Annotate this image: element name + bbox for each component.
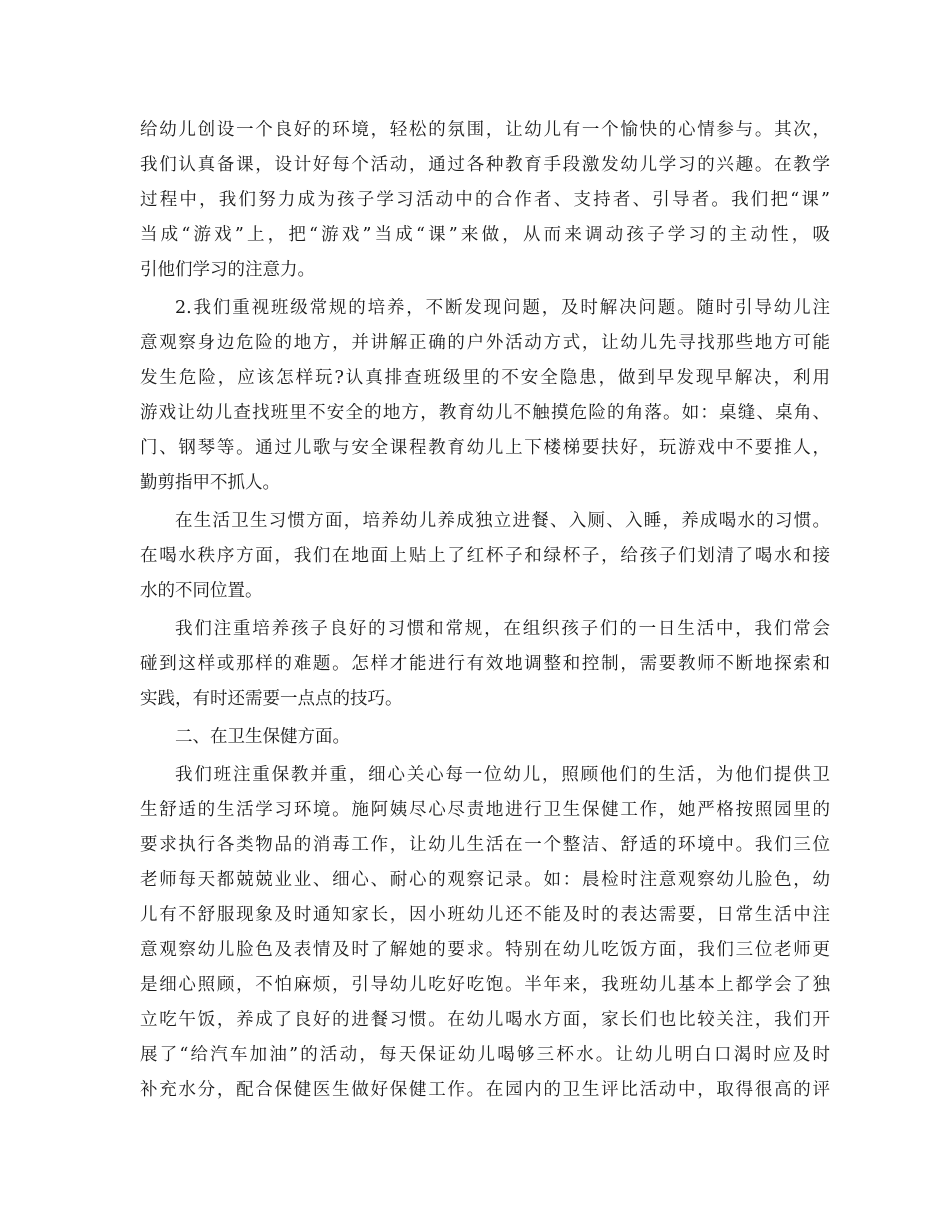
text-line: 当成“游戏”上，把“游戏”当成“课”来做，从而来调动孩子学习的主动性，吸 [140,225,830,245]
text-line: 展了“给汽车加油”的活动，每天保证幼儿喝够三杯水。让幼儿明白口渴时应及时 [140,1045,830,1065]
text-line: 碰到这样或那样的难题。怎样才能进行有效地调整和控制，需要教师不断地探索和 [140,654,830,674]
text-line: 补充水分，配合保健医生做好保健工作。在园内的卫生评比活动中，取得很高的评 [140,1080,830,1100]
text-line: 老师每天都兢兢业业、细心、耐心的观察记录。如：晨检时注意观察幼儿脸色，幼 [140,870,830,890]
text-line: 实践，有时还需要一点点的技巧。 [140,689,403,709]
text-line: 过程中，我们努力成为孩子学习活动中的合作者、支持者、引导者。我们把“课” [140,190,830,210]
text-line: 意观察身边危险的地方，并讲解正确的户外活动方式，让幼儿先寻找那些地方可能 [140,333,830,353]
text-line: 水的不同位置。 [140,581,263,601]
text-line: 门、钢琴等。通过儿歌与安全课程教育幼儿上下楼梯要扶好，玩游戏中不要推人， [140,438,830,458]
text-line: 引他们学习的注意力。 [140,260,315,280]
text-line: 游戏让幼儿查找班里不安全的地方，教育幼儿不触摸危险的角落。如：桌缝、桌角、 [140,403,830,423]
text-line: 勤剪指甲不抓人。 [140,473,280,493]
text-line: 立吃午饭，养成了良好的进餐习惯。在幼儿喝水方面，家长们也比较关注，我们开 [140,1010,830,1030]
text-line: 我们认真备课，设计好每个活动，通过各种教育手段激发幼儿学习的兴趣。在教学 [140,155,830,175]
text-line: 意观察幼儿脸色及表情及时了解她的要求。特别在幼儿吃饭方面，我们三位老师更 [140,940,830,960]
text-line: 我们班注重保教并重，细心关心每一位幼儿，照顾他们的生活，为他们提供卫 [175,765,830,785]
text-line: 我们注重培养孩子良好的习惯和常规，在组织孩子们的一日生活中，我们常会 [175,619,830,639]
text-line: 是细心照顾，不怕麻烦，引导幼儿吃好吃饱。半年来，我班幼儿基本上都学会了独 [140,975,830,995]
text-line: 生舒适的生活学习环境。施阿姨尽心尽责地进行卫生保健工作，她严格按照园里的 [140,800,830,820]
text-line: 发生危险，应该怎样玩?认真排查班级里的不安全隐患，做到早发现早解决，利用 [140,368,830,388]
text-line: 要求执行各类物品的消毒工作，让幼儿生活在一个整洁、舒适的环境中。我们三位 [140,835,830,855]
text-line: 儿有不舒服现象及时通知家长，因小班幼儿还不能及时的表达需要，日常生活中注 [140,905,830,925]
text-line: 在喝水秩序方面，我们在地面上贴上了红杯子和绿杯子，给孩子们划清了喝水和接 [140,546,830,566]
text-line: 二、在卫生保健方面。 [175,727,350,747]
text-line: 2.我们重视班级常规的培养，不断发现问题，及时解决问题。随时引导幼儿注 [175,298,830,318]
text-line: 在生活卫生习惯方面，培养幼儿养成独立进餐、入厕、入睡，养成喝水的习惯。 [175,511,830,531]
text-line: 给幼儿创设一个良好的环境，轻松的氛围，让幼儿有一个愉快的心情参与。其次， [140,120,830,140]
